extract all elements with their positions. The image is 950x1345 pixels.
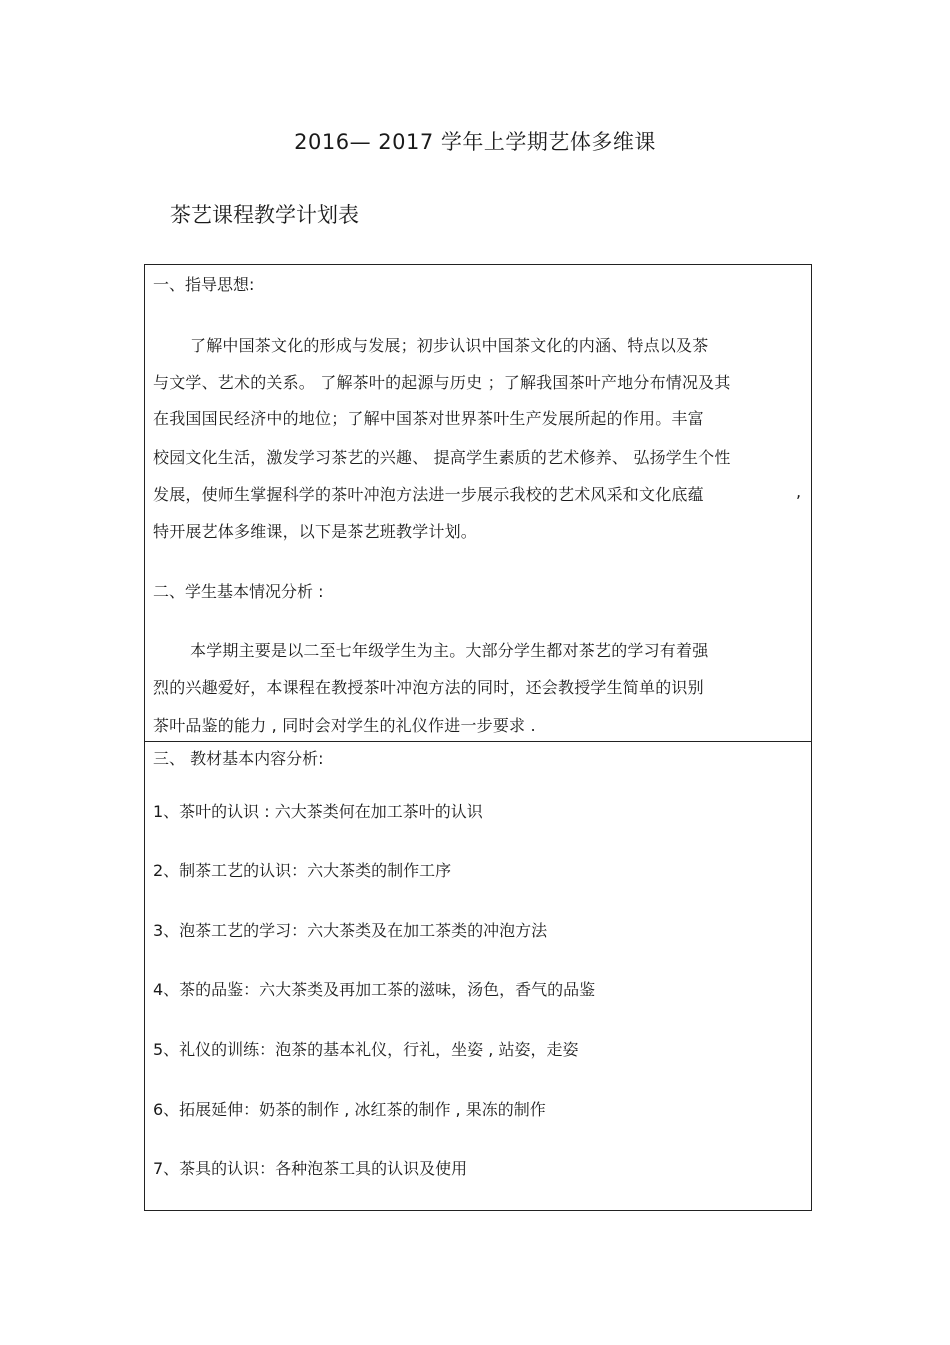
section2-line: 本学期主要是以二至七年级学生为主。大部分学生都对茶艺的学习有着强: [190, 641, 709, 660]
list-item: 6、拓展延伸：奶茶的制作 , 冰红茶的制作 , 果冻的制作: [153, 1100, 546, 1119]
section1-line: 了解中国茶文化的形成与发展；初步认识中国茶文化的内涵、特点以及茶: [190, 336, 709, 355]
section1-line: 与文学、艺术的关系。 了解茶叶的起源与历史 ；了解我国茶叶产地分布情况及其: [153, 373, 731, 392]
document-title: 2016— 2017 学年上学期艺体多维课: [294, 130, 656, 154]
list-item: 4、茶的品鉴：六大茶类及再加工茶的滋味，汤色，香气的品鉴: [153, 980, 596, 999]
section1-line: 特开展艺体多维课，以下是茶艺班教学计划。: [153, 522, 478, 541]
list-item: 2、制茶工艺的认识：六大茶类的制作工序: [153, 861, 452, 880]
list-item: 1、茶叶的认识 : 六大茶类何在加工茶叶的认识: [153, 802, 483, 821]
section1-trailing-comma: ,: [796, 482, 802, 501]
document-subtitle: 茶艺课程教学计划表: [170, 203, 359, 227]
section2-line: 烈的兴趣爱好，本课程在教授茶叶冲泡方法的同时，还会教授学生简单的识别: [153, 678, 704, 697]
section1-line: 在我国国民经济中的地位；了解中国茶对世界茶叶生产发展所起的作用。丰富: [153, 409, 704, 428]
list-item: 5、礼仪的训练：泡茶的基本礼仪，行礼，坐姿 , 站姿，走姿: [153, 1040, 579, 1059]
section1-heading: 一、指导思想:: [153, 275, 255, 294]
section1-line: 发展，使师生掌握科学的茶叶冲泡方法进一步展示我校的艺术风采和文化底蕴: [153, 485, 704, 504]
list-item: 7、茶具的认识：各种泡茶工具的认识及使用: [153, 1159, 468, 1178]
section2-heading: 二、学生基本情况分析 :: [153, 582, 324, 601]
section2-line: 茶叶品鉴的能力 , 同时会对学生的礼仪作进一步要求 .: [153, 716, 536, 735]
section1-line: 校园文化生活，激发学习茶艺的兴趣、 提高学生素质的艺术修养、 弘扬学生个性: [153, 448, 731, 467]
list-item: 3、泡茶工艺的学习：六大茶类及在加工茶类的冲泡方法: [153, 921, 548, 940]
section3-heading: 三、 教材基本内容分析:: [153, 749, 324, 768]
